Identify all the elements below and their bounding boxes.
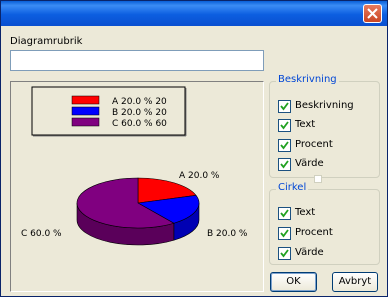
close-button[interactable]	[363, 4, 382, 23]
legend-swatch-b	[72, 107, 99, 115]
procent-checkbox-label: Procent	[295, 139, 333, 150]
varde-checkbox-label: Värde	[295, 158, 324, 169]
cirkel-varde-checkbox-label: Värde	[295, 247, 324, 258]
cancel-button[interactable]: Avbryt	[332, 272, 378, 292]
cirkel-text-checkbox-label: Text	[295, 207, 316, 218]
text-checkbox[interactable]	[278, 119, 291, 132]
chart-title-input[interactable]	[10, 50, 264, 71]
check-icon	[280, 141, 289, 150]
slice-label-b: B 20.0 %	[207, 229, 248, 239]
check-icon	[280, 102, 289, 111]
slice-label-c: C 60.0 %	[21, 229, 62, 239]
check-icon	[280, 229, 289, 238]
pie-chart	[11, 82, 263, 291]
legend-label-c: C 60.0 % 60	[112, 119, 167, 129]
procent-checkbox[interactable]	[278, 139, 291, 152]
legend-label-b: B 20.0 % 20	[112, 108, 167, 118]
varde-checkbox[interactable]	[278, 158, 291, 171]
cirkel-varde-checkbox[interactable]	[278, 247, 291, 260]
check-icon	[280, 121, 289, 130]
beskrivning-checkbox[interactable]	[278, 100, 291, 113]
legend-swatch-a	[72, 96, 99, 104]
legend-swatch-c	[72, 118, 99, 126]
ok-button[interactable]: OK	[270, 272, 317, 292]
slice-label-a: A 20.0 %	[179, 171, 220, 181]
cirkel-group-title: Cirkel	[278, 182, 307, 193]
beskrivning-checkbox-label: Beskrivning	[295, 100, 354, 111]
beskrivning-group-title: Beskrivning	[278, 74, 337, 85]
legend-label-a: A 20.0 % 20	[112, 97, 167, 107]
close-icon	[367, 8, 378, 19]
check-icon	[280, 160, 289, 169]
title-label: Diagramrubrik	[10, 36, 83, 47]
cirkel-text-checkbox[interactable]	[278, 207, 291, 220]
text-checkbox-label: Text	[295, 119, 316, 130]
title-bar[interactable]	[1, 1, 387, 26]
check-icon	[280, 249, 289, 258]
chart-preview-panel	[10, 81, 264, 292]
cirkel-procent-checkbox[interactable]	[278, 227, 291, 240]
check-icon	[280, 209, 289, 218]
cirkel-procent-checkbox-label: Procent	[295, 227, 333, 238]
resize-grip[interactable]	[314, 175, 322, 183]
